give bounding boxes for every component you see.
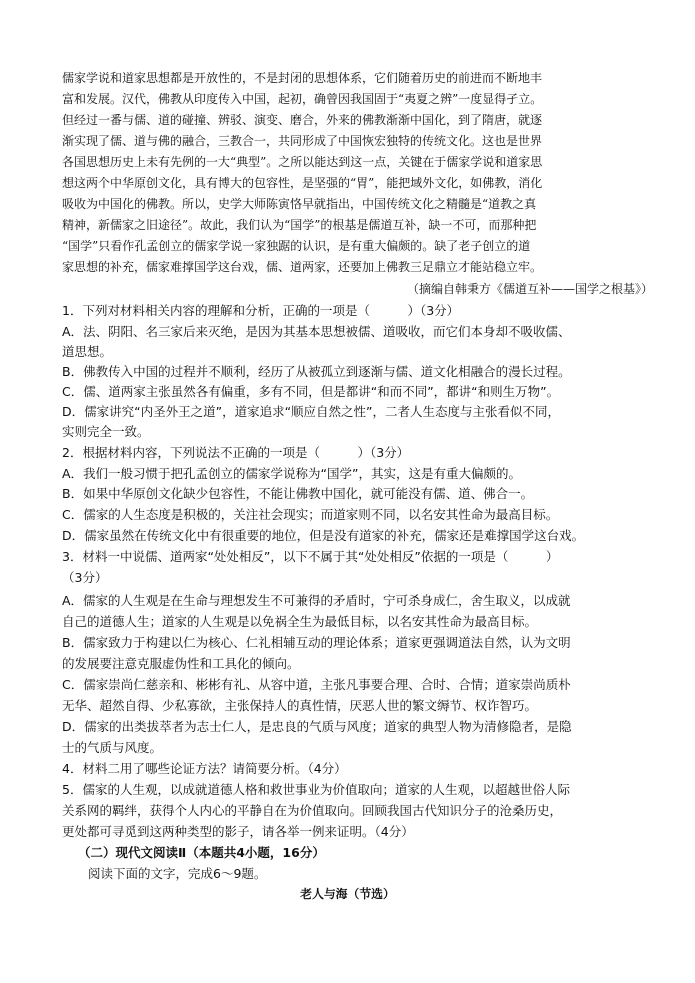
option-line: A．法、阴阳、名三家后来灭绝，是因为其基本思想被儒、道吸收，而它们本身却不吸收儒、 (62, 324, 571, 339)
passage-line: 精神，新儒家之旧途径”。故此，我们认为“国学”的根基是儒道互补，缺一不可，而那种把 (62, 218, 537, 232)
option-line: D．儒家的出类拔萃者为志士仁人，是忠良的气质与风度；道家的典型人物为清修隐者，是隐 (62, 719, 572, 734)
passage-line: 吸收为中国化的佛教。所以，史学大师陈寅恪早就指出，中国传统文化之精髓是“道教之真 (62, 197, 537, 211)
option-line: C．儒家的人生态度是积极的，关注社会现实；而道家则不同，以名安其性命为最高目标。 (62, 507, 559, 522)
option-line: 道思想。 (62, 344, 113, 359)
option-line: B．儒家致力于构建以仁为核心、仁礼相辅互动的理论体系；道家更强调道法自然，认为文明 (62, 635, 571, 650)
passage-line: 家思想的补充，儒家难撑国学这台戏，儒、道两家，还要加上佛教三足鼎立才能站稳立牢。 (62, 260, 543, 274)
option-line: B．如果中华原创文化缺少包容性，不能让佛教中国化，就可能没有儒、道、佛合一。 (62, 486, 534, 501)
passage-line: 富和发展。汉代，佛教从印度传入中国，起初，确曾因我国固于“夷夏之辨”一度显得孑立。 (62, 92, 543, 106)
option-line: C．儒家崇尚仁慈亲和、彬彬有礼、从容中道，主张凡事要合理、合时、合情；道家崇尚质朴 (62, 677, 571, 692)
question-4: 4．材料二用了哪些论证方法？请简要分析。（4分） (62, 761, 347, 776)
option-line: 士的气质与风度。 (62, 740, 163, 755)
passage-source: （摘编自韩秉方《儒道互补——国学之根基》） (406, 282, 653, 296)
option-line: A．儒家的人生观是在生命与理想发生不可兼得的矛盾时，宁可杀身成仁，舍生取义，以成就 (62, 593, 571, 608)
option-line: 的发展要注意克服虚伪性和工具化的倾向。 (62, 656, 300, 671)
question-stem: 2．根据材料内容，下列说法不正确的一项是（ ）（3分） (62, 445, 410, 460)
question-stem: 3．材料一中说儒、道两家“处处相反”，以下不属于其“处处相反”依据的一项是（ ） (62, 549, 559, 564)
question-score: （3分） (62, 570, 108, 585)
option-line: D．儒家虽然在传统文化中有很重要的地位，但是没有道家的补充，儒家还是难撑国学这台戏。 (62, 528, 585, 543)
passage-line: 渐实现了儒、道与佛的融合，三教合一，共同形成了中国恢宏独特的传统文化。这也是世界 (62, 134, 543, 148)
question-line: 5．儒家的人生观，以成就道德人格和救世事业为价值取向；道家的人生观，以超越世俗人际 (62, 782, 570, 797)
section-heading: （二）现代文阅读Ⅱ（本题共4小题，16分） (78, 845, 325, 860)
option-line: D．儒家讲究“内圣外王之道”，道家追求“顺应自然之性”，二者人生态度与主张看似不同， (62, 404, 561, 419)
option-line: B．佛教传入中国的过程并不顺利，经历了从被孤立到逐渐与儒、道文化相融合的漫长过程。 (62, 364, 571, 379)
passage-line: 想这两个中华原创文化，具有博大的包容性，是坚强的“胃”，能把域外文化，如佛教，消化 (62, 176, 543, 190)
section-instruction: 阅读下面的文字，完成6～9题。 (88, 866, 267, 881)
option-line: A．我们一般习惯于把孔孟创立的儒家学说称为“国学”，其实，这是有重大偏颇的。 (62, 466, 522, 481)
passage-line: 但经过一番与儒、道的碰撞、辨驳、演变、磨合，外来的佛教渐渐中国化，到了隋唐，就逐 (62, 113, 543, 127)
option-line: 自己的道德人生；道家的人生观是以免祸全生为最低目标，以名安其性命为最高目标。 (62, 614, 538, 629)
question-stem: 1．下列对材料相关内容的理解和分析，正确的一项是（ ）（3分） (62, 303, 460, 318)
question-line: 关系网的羁绊，获得个人内心的平静自在为价值取向。回顾我国古代知识分子的沧桑历史， (62, 803, 563, 818)
option-line: C．儒、道两家主张虽然各有偏重，多有不同，但是都讲“和而不同”，都讲“和则生万物”。 (62, 384, 560, 399)
reading-title: 老人与海（节选） (300, 887, 395, 901)
option-line: 实则完全一致。 (62, 424, 150, 439)
passage-line: 各国思想历史上未有先例的一大“典型”。之所以能达到这一点，关键在于儒家学说和道家思 (62, 155, 543, 169)
passage-line: “国学”只看作孔孟创立的儒家学说一家独踞的认识，是有重大偏颇的。缺了老子创立的道 (62, 239, 531, 253)
passage-line: 儒家学说和道家思想都是开放性的，不是封闭的思想体系，它们随着历史的前进而不断地丰 (62, 71, 543, 85)
question-line: 更处都可寻觅到这两种类型的影子，请各举一例来证明。（4分） (62, 824, 414, 839)
option-line: 无华、超然自得、少私寡欲，主张保持人的真性情，厌恶人世的繁文缛节、权诈智巧。 (62, 698, 538, 713)
